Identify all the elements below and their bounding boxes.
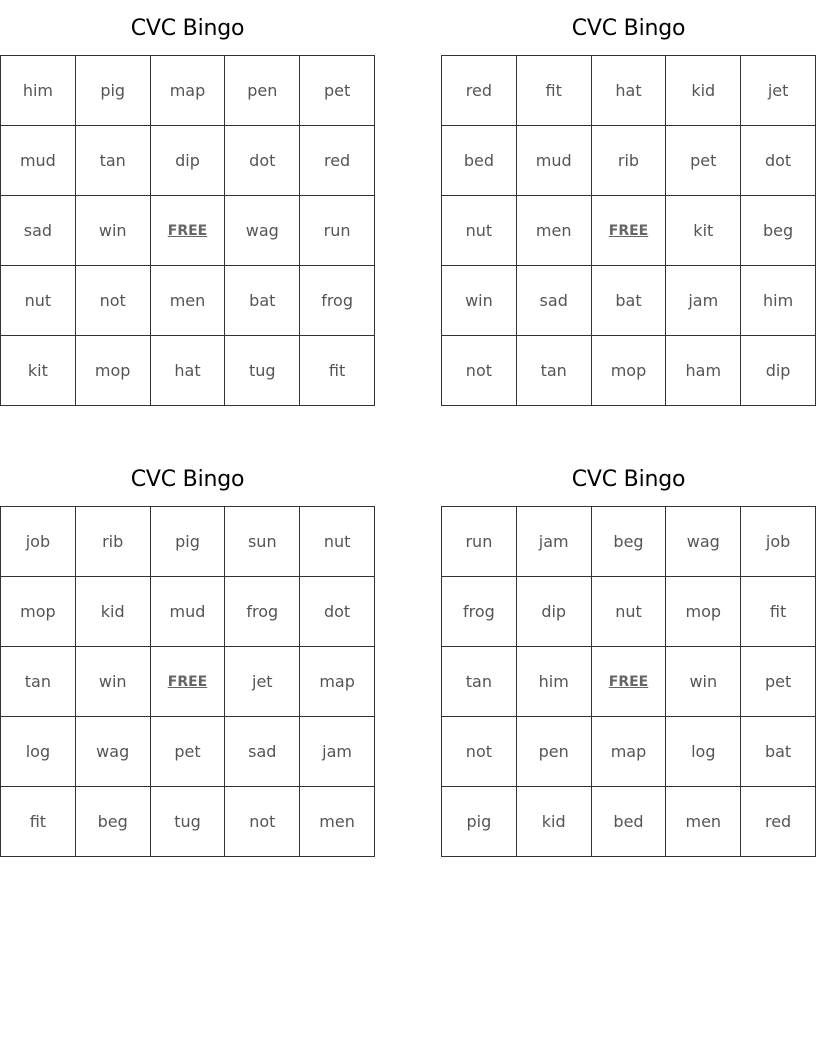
card-title: CVC Bingo: [130, 16, 245, 41]
grid-cell: dot: [225, 126, 300, 196]
grid-cell: wag: [225, 196, 300, 266]
grid-cell: mop: [666, 577, 741, 647]
grid-cell: run: [442, 507, 517, 577]
grid-cell: men: [150, 266, 225, 336]
grid-row: [442, 196, 816, 266]
grid-row: [1, 56, 375, 126]
grid-row: [442, 266, 816, 336]
grid-cell: job: [1, 507, 76, 577]
bingo-grid: [0, 506, 375, 857]
grid-cell: pen: [225, 56, 300, 126]
grid-cell: frog: [225, 577, 300, 647]
bingo-card-4: [441, 451, 816, 857]
grid-cell: win: [442, 266, 517, 336]
bingo-grid: [0, 55, 375, 406]
grid-cell: nut: [1, 266, 76, 336]
grid-cell: not: [75, 266, 150, 336]
grid-cell: nut: [591, 577, 666, 647]
grid-cell: pet: [741, 647, 816, 717]
grid-cell: dot: [741, 126, 816, 196]
grid-cell: fit: [516, 56, 591, 126]
grid-cell: wag: [666, 507, 741, 577]
grid-cell: red: [300, 126, 375, 196]
grid-cell: mop: [1, 577, 76, 647]
grid-cell: win: [666, 647, 741, 717]
grid-cell: rib: [591, 126, 666, 196]
grid-cell: pig: [75, 56, 150, 126]
grid-cell: bed: [442, 126, 517, 196]
grid-cell: nut: [300, 507, 375, 577]
grid-cell: beg: [741, 196, 816, 266]
bingo-card-1: [0, 0, 375, 406]
grid-cell: rib: [75, 507, 150, 577]
grid-cell: frog: [300, 266, 375, 336]
grid-row: [1, 647, 375, 717]
grid-cell: red: [741, 787, 816, 857]
grid-cell: bat: [741, 717, 816, 787]
grid-cell: men: [300, 787, 375, 857]
grid-cell: bat: [591, 266, 666, 336]
grid-cell: log: [1, 717, 76, 787]
grid-cell: dip: [741, 336, 816, 406]
grid-row: [442, 577, 816, 647]
grid-cell: sad: [516, 266, 591, 336]
grid-cell: frog: [442, 577, 517, 647]
grid-cell: him: [741, 266, 816, 336]
grid-cell: log: [666, 717, 741, 787]
grid-cell: not: [225, 787, 300, 857]
grid-row: [1, 577, 375, 647]
grid-cell: map: [150, 56, 225, 126]
grid-cell: tan: [75, 126, 150, 196]
grid-cell: run: [300, 196, 375, 266]
grid-cell: map: [300, 647, 375, 717]
grid-cell: tan: [442, 647, 517, 717]
grid-row: [442, 336, 816, 406]
grid-cell: pet: [666, 126, 741, 196]
grid-cell: beg: [75, 787, 150, 857]
grid-row: [442, 507, 816, 577]
grid-cell: win: [75, 196, 150, 266]
grid-cell: sad: [1, 196, 76, 266]
bingo-grid: [441, 506, 816, 857]
grid-cell: not: [442, 717, 517, 787]
grid-cell: pet: [300, 56, 375, 126]
grid-cell: mud: [516, 126, 591, 196]
grid-cell: bat: [225, 266, 300, 336]
grid-row: [442, 717, 816, 787]
grid-cell: kit: [666, 196, 741, 266]
free-space-cell: FREE: [591, 196, 666, 266]
grid-row: [442, 126, 816, 196]
grid-cell: kit: [1, 336, 76, 406]
grid-cell: jam: [516, 507, 591, 577]
grid-cell: him: [1, 56, 76, 126]
grid-row: [1, 126, 375, 196]
grid-cell: tug: [150, 787, 225, 857]
bingo-card-3: [0, 451, 375, 857]
grid-row: [1, 787, 375, 857]
grid-cell: tan: [516, 336, 591, 406]
grid-cell: kid: [516, 787, 591, 857]
grid-cell: sun: [225, 507, 300, 577]
grid-cell: hat: [150, 336, 225, 406]
grid-cell: beg: [591, 507, 666, 577]
grid-row: [1, 507, 375, 577]
grid-cell: jam: [666, 266, 741, 336]
grid-cell: kid: [75, 577, 150, 647]
grid-cell: pig: [150, 507, 225, 577]
grid-cell: job: [741, 507, 816, 577]
grid-cell: mop: [75, 336, 150, 406]
grid-cell: ham: [666, 336, 741, 406]
grid-cell: not: [442, 336, 517, 406]
grid-cell: jet: [741, 56, 816, 126]
grid-cell: dip: [516, 577, 591, 647]
grid-row: [1, 336, 375, 406]
grid-cell: map: [591, 717, 666, 787]
grid-row: [442, 787, 816, 857]
card-title: CVC Bingo: [571, 16, 686, 41]
grid-row: [1, 717, 375, 787]
grid-cell: fit: [741, 577, 816, 647]
free-space-cell: FREE: [591, 647, 666, 717]
grid-cell: sad: [225, 717, 300, 787]
grid-cell: pet: [150, 717, 225, 787]
card-title: CVC Bingo: [130, 467, 245, 492]
grid-cell: men: [516, 196, 591, 266]
grid-cell: wag: [75, 717, 150, 787]
bingo-card-2: [441, 0, 816, 406]
grid-row: [1, 196, 375, 266]
grid-cell: dot: [300, 577, 375, 647]
grid-row: [442, 647, 816, 717]
free-space-cell: FREE: [150, 196, 225, 266]
grid-cell: him: [516, 647, 591, 717]
grid-cell: mop: [591, 336, 666, 406]
card-title: CVC Bingo: [571, 467, 686, 492]
bingo-grid: [441, 55, 816, 406]
grid-cell: pig: [442, 787, 517, 857]
grid-cell: tan: [1, 647, 76, 717]
grid-cell: hat: [591, 56, 666, 126]
grid-cell: red: [442, 56, 517, 126]
grid-cell: pen: [516, 717, 591, 787]
grid-cell: mud: [150, 577, 225, 647]
grid-cell: dip: [150, 126, 225, 196]
grid-cell: jet: [225, 647, 300, 717]
grid-row: [1, 266, 375, 336]
grid-cell: mud: [1, 126, 76, 196]
grid-cell: jam: [300, 717, 375, 787]
grid-cell: tug: [225, 336, 300, 406]
grid-row: [442, 56, 816, 126]
grid-cell: men: [666, 787, 741, 857]
grid-cell: fit: [1, 787, 76, 857]
grid-cell: kid: [666, 56, 741, 126]
free-space-cell: FREE: [150, 647, 225, 717]
grid-cell: win: [75, 647, 150, 717]
grid-cell: bed: [591, 787, 666, 857]
grid-cell: fit: [300, 336, 375, 406]
grid-cell: nut: [442, 196, 517, 266]
